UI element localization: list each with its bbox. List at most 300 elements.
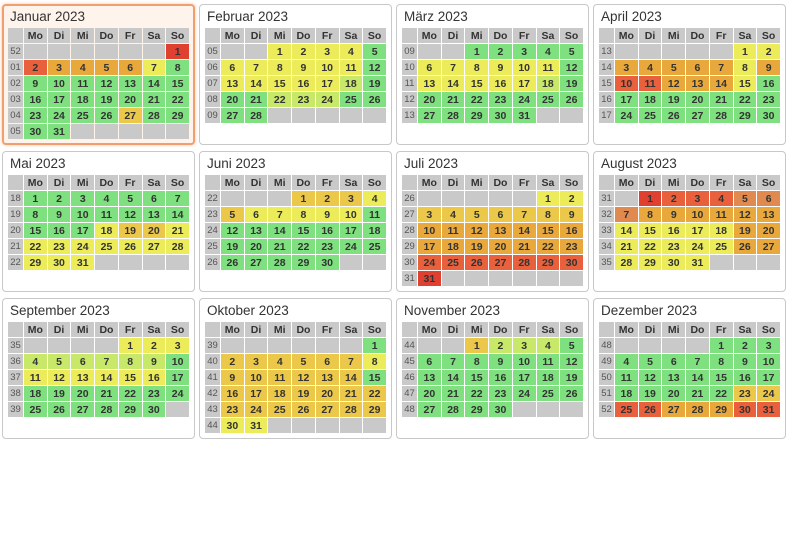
day-cell[interactable]: 25: [615, 402, 638, 417]
day-cell[interactable]: 23: [316, 239, 339, 254]
day-cell[interactable]: 6: [119, 60, 142, 75]
day-cell[interactable]: 26: [560, 386, 583, 401]
day-cell[interactable]: 27: [686, 108, 709, 123]
day-cell[interactable]: 4: [340, 44, 363, 59]
day-cell[interactable]: 19: [560, 76, 583, 91]
day-cell[interactable]: 6: [489, 207, 512, 222]
day-cell[interactable]: 26: [95, 108, 118, 123]
day-cell[interactable]: 27: [489, 255, 512, 270]
day-cell[interactable]: 29: [292, 255, 315, 270]
day-cell[interactable]: 13: [119, 76, 142, 91]
day-cell[interactable]: 22: [166, 92, 189, 107]
day-cell[interactable]: 21: [166, 223, 189, 238]
day-cell[interactable]: 14: [442, 370, 465, 385]
day-cell[interactable]: 5: [560, 44, 583, 59]
day-cell[interactable]: 5: [465, 207, 488, 222]
day-cell[interactable]: 1: [166, 44, 189, 59]
day-cell[interactable]: 23: [292, 92, 315, 107]
day-cell[interactable]: 3: [513, 338, 536, 353]
month-card[interactable]: [593, 151, 786, 292]
day-cell[interactable]: 18: [340, 76, 363, 91]
day-cell[interactable]: 10: [316, 60, 339, 75]
day-cell[interactable]: 8: [292, 207, 315, 222]
month-card[interactable]: [593, 298, 786, 439]
day-cell[interactable]: 19: [734, 223, 757, 238]
day-cell[interactable]: 25: [363, 239, 386, 254]
day-cell[interactable]: 4: [442, 207, 465, 222]
day-cell[interactable]: 2: [560, 191, 583, 206]
day-cell[interactable]: 25: [268, 402, 291, 417]
day-cell[interactable]: 26: [465, 255, 488, 270]
day-cell[interactable]: 1: [119, 338, 142, 353]
day-cell[interactable]: 26: [363, 92, 386, 107]
day-cell[interactable]: 29: [166, 108, 189, 123]
day-cell[interactable]: 6: [143, 191, 166, 206]
day-cell[interactable]: 20: [245, 239, 268, 254]
day-cell[interactable]: 18: [639, 92, 662, 107]
day-cell[interactable]: 30: [24, 124, 47, 139]
day-cell[interactable]: 6: [686, 60, 709, 75]
day-cell[interactable]: 26: [662, 108, 685, 123]
day-cell[interactable]: 26: [734, 239, 757, 254]
day-cell[interactable]: 18: [537, 370, 560, 385]
day-cell[interactable]: 22: [465, 386, 488, 401]
day-cell[interactable]: 3: [48, 60, 71, 75]
day-cell[interactable]: 11: [95, 207, 118, 222]
day-cell[interactable]: 4: [615, 354, 638, 369]
day-cell[interactable]: 9: [316, 207, 339, 222]
day-cell[interactable]: 16: [489, 370, 512, 385]
day-cell[interactable]: 5: [363, 44, 386, 59]
day-cell[interactable]: 29: [465, 108, 488, 123]
day-cell[interactable]: 6: [662, 354, 685, 369]
day-cell[interactable]: 24: [418, 255, 441, 270]
day-cell[interactable]: 2: [757, 44, 780, 59]
month-card[interactable]: [396, 151, 589, 292]
day-cell[interactable]: 7: [615, 207, 638, 222]
day-cell[interactable]: 8: [639, 207, 662, 222]
day-cell[interactable]: 11: [639, 76, 662, 91]
day-cell[interactable]: 13: [316, 370, 339, 385]
day-cell[interactable]: 29: [639, 255, 662, 270]
day-cell[interactable]: 27: [119, 108, 142, 123]
day-cell[interactable]: 1: [465, 44, 488, 59]
day-cell[interactable]: 18: [363, 223, 386, 238]
day-cell[interactable]: 2: [48, 191, 71, 206]
day-cell[interactable]: 12: [95, 76, 118, 91]
month-card[interactable]: [593, 4, 786, 145]
day-cell[interactable]: 21: [143, 92, 166, 107]
day-cell[interactable]: 25: [24, 402, 47, 417]
day-cell[interactable]: 15: [119, 370, 142, 385]
day-cell[interactable]: 21: [95, 386, 118, 401]
day-cell[interactable]: 13: [221, 76, 244, 91]
day-cell[interactable]: 6: [316, 354, 339, 369]
day-cell[interactable]: 8: [465, 354, 488, 369]
day-cell[interactable]: 16: [662, 223, 685, 238]
day-cell[interactable]: 14: [442, 76, 465, 91]
day-cell[interactable]: 15: [363, 370, 386, 385]
day-cell[interactable]: 8: [363, 354, 386, 369]
day-cell[interactable]: 20: [119, 92, 142, 107]
day-cell[interactable]: 12: [48, 370, 71, 385]
day-cell[interactable]: 13: [757, 207, 780, 222]
day-cell[interactable]: 30: [221, 418, 244, 433]
day-cell[interactable]: 26: [221, 255, 244, 270]
day-cell[interactable]: 10: [71, 207, 94, 222]
day-cell[interactable]: 25: [340, 92, 363, 107]
month-card[interactable]: [199, 151, 392, 292]
day-cell[interactable]: 5: [560, 338, 583, 353]
day-cell[interactable]: 21: [245, 92, 268, 107]
day-cell[interactable]: 24: [513, 92, 536, 107]
day-cell[interactable]: 18: [24, 386, 47, 401]
day-cell[interactable]: 15: [537, 223, 560, 238]
day-cell[interactable]: 17: [513, 76, 536, 91]
day-cell[interactable]: 13: [686, 76, 709, 91]
day-cell[interactable]: 27: [757, 239, 780, 254]
day-cell[interactable]: 24: [245, 402, 268, 417]
day-cell[interactable]: 5: [48, 354, 71, 369]
day-cell[interactable]: 17: [686, 223, 709, 238]
day-cell[interactable]: 19: [119, 223, 142, 238]
day-cell[interactable]: 3: [513, 44, 536, 59]
day-cell[interactable]: 12: [560, 60, 583, 75]
day-cell[interactable]: 11: [363, 207, 386, 222]
day-cell[interactable]: 11: [24, 370, 47, 385]
day-cell[interactable]: 31: [245, 418, 268, 433]
day-cell[interactable]: 10: [686, 207, 709, 222]
day-cell[interactable]: 5: [119, 191, 142, 206]
day-cell[interactable]: 11: [710, 207, 733, 222]
day-cell[interactable]: 22: [363, 386, 386, 401]
day-cell[interactable]: 17: [245, 386, 268, 401]
day-cell[interactable]: 1: [292, 191, 315, 206]
day-cell[interactable]: 27: [316, 402, 339, 417]
day-cell[interactable]: 5: [734, 191, 757, 206]
day-cell[interactable]: 7: [442, 60, 465, 75]
day-cell[interactable]: 24: [316, 92, 339, 107]
day-cell[interactable]: 26: [119, 239, 142, 254]
day-cell[interactable]: 1: [268, 44, 291, 59]
day-cell[interactable]: 17: [71, 223, 94, 238]
day-cell[interactable]: 20: [489, 239, 512, 254]
day-cell[interactable]: 27: [418, 402, 441, 417]
day-cell[interactable]: 16: [757, 76, 780, 91]
day-cell[interactable]: 22: [119, 386, 142, 401]
day-cell[interactable]: 19: [465, 239, 488, 254]
day-cell[interactable]: 4: [95, 191, 118, 206]
day-cell[interactable]: 11: [442, 223, 465, 238]
day-cell[interactable]: 22: [734, 92, 757, 107]
day-cell[interactable]: 25: [442, 255, 465, 270]
day-cell[interactable]: 30: [757, 108, 780, 123]
day-cell[interactable]: 15: [24, 223, 47, 238]
month-card[interactable]: [199, 298, 392, 439]
day-cell[interactable]: 28: [268, 255, 291, 270]
day-cell[interactable]: 27: [71, 402, 94, 417]
day-cell[interactable]: 14: [686, 370, 709, 385]
day-cell[interactable]: 7: [143, 60, 166, 75]
day-cell[interactable]: 20: [143, 223, 166, 238]
day-cell[interactable]: 22: [24, 239, 47, 254]
day-cell[interactable]: 18: [268, 386, 291, 401]
day-cell[interactable]: 13: [662, 370, 685, 385]
day-cell[interactable]: 14: [95, 370, 118, 385]
day-cell[interactable]: 15: [465, 76, 488, 91]
day-cell[interactable]: 26: [639, 402, 662, 417]
day-cell[interactable]: 23: [48, 239, 71, 254]
day-cell[interactable]: 3: [615, 60, 638, 75]
day-cell[interactable]: 15: [268, 76, 291, 91]
day-cell[interactable]: 21: [442, 386, 465, 401]
day-cell[interactable]: 18: [71, 92, 94, 107]
day-cell[interactable]: 21: [686, 386, 709, 401]
day-cell[interactable]: 8: [24, 207, 47, 222]
day-cell[interactable]: 30: [662, 255, 685, 270]
day-cell[interactable]: 15: [465, 370, 488, 385]
day-cell[interactable]: 16: [48, 223, 71, 238]
day-cell[interactable]: 2: [292, 44, 315, 59]
day-cell[interactable]: 30: [143, 402, 166, 417]
day-cell[interactable]: 7: [166, 191, 189, 206]
month-card[interactable]: [199, 4, 392, 145]
day-cell[interactable]: 11: [340, 60, 363, 75]
day-cell[interactable]: 6: [245, 207, 268, 222]
day-cell[interactable]: 20: [418, 386, 441, 401]
day-cell[interactable]: 2: [316, 191, 339, 206]
day-cell[interactable]: 28: [245, 108, 268, 123]
day-cell[interactable]: 17: [48, 92, 71, 107]
day-cell[interactable]: 28: [615, 255, 638, 270]
day-cell[interactable]: 22: [710, 386, 733, 401]
day-cell[interactable]: 28: [143, 108, 166, 123]
day-cell[interactable]: 4: [24, 354, 47, 369]
day-cell[interactable]: 27: [245, 255, 268, 270]
day-cell[interactable]: 5: [221, 207, 244, 222]
day-cell[interactable]: 23: [489, 92, 512, 107]
day-cell[interactable]: 21: [615, 239, 638, 254]
day-cell[interactable]: 14: [268, 223, 291, 238]
day-cell[interactable]: 17: [340, 223, 363, 238]
day-cell[interactable]: 1: [639, 191, 662, 206]
day-cell[interactable]: 29: [465, 402, 488, 417]
day-cell[interactable]: 24: [615, 108, 638, 123]
month-card[interactable]: [2, 151, 195, 292]
day-cell[interactable]: 8: [119, 354, 142, 369]
day-cell[interactable]: 13: [143, 207, 166, 222]
day-cell[interactable]: 5: [292, 354, 315, 369]
day-cell[interactable]: 14: [513, 223, 536, 238]
day-cell[interactable]: 18: [95, 223, 118, 238]
day-cell[interactable]: 30: [560, 255, 583, 270]
day-cell[interactable]: 3: [316, 44, 339, 59]
day-cell[interactable]: 27: [418, 108, 441, 123]
day-cell[interactable]: 12: [560, 354, 583, 369]
day-cell[interactable]: 2: [489, 338, 512, 353]
day-cell[interactable]: 14: [615, 223, 638, 238]
day-cell[interactable]: 23: [757, 92, 780, 107]
day-cell[interactable]: 14: [245, 76, 268, 91]
day-cell[interactable]: 27: [221, 108, 244, 123]
day-cell[interactable]: 16: [560, 223, 583, 238]
day-cell[interactable]: 10: [245, 370, 268, 385]
day-cell[interactable]: 9: [734, 354, 757, 369]
day-cell[interactable]: 19: [363, 76, 386, 91]
day-cell[interactable]: 28: [340, 402, 363, 417]
day-cell[interactable]: 16: [143, 370, 166, 385]
day-cell[interactable]: 18: [442, 239, 465, 254]
day-cell[interactable]: 14: [710, 76, 733, 91]
day-cell[interactable]: 3: [686, 191, 709, 206]
day-cell[interactable]: 15: [292, 223, 315, 238]
day-cell[interactable]: 23: [24, 108, 47, 123]
day-cell[interactable]: 17: [757, 370, 780, 385]
day-cell[interactable]: 21: [710, 92, 733, 107]
day-cell[interactable]: 16: [292, 76, 315, 91]
day-cell[interactable]: 26: [560, 92, 583, 107]
day-cell[interactable]: 19: [639, 386, 662, 401]
day-cell[interactable]: 3: [166, 338, 189, 353]
day-cell[interactable]: 5: [95, 60, 118, 75]
day-cell[interactable]: 10: [166, 354, 189, 369]
day-cell[interactable]: 31: [48, 124, 71, 139]
day-cell[interactable]: 28: [442, 402, 465, 417]
day-cell[interactable]: 28: [166, 239, 189, 254]
day-cell[interactable]: 20: [418, 92, 441, 107]
day-cell[interactable]: 2: [662, 191, 685, 206]
day-cell[interactable]: 17: [418, 239, 441, 254]
day-cell[interactable]: 3: [340, 191, 363, 206]
day-cell[interactable]: 6: [418, 60, 441, 75]
month-card[interactable]: [2, 4, 195, 145]
day-cell[interactable]: 15: [639, 223, 662, 238]
day-cell[interactable]: 3: [418, 207, 441, 222]
day-cell[interactable]: 18: [710, 223, 733, 238]
day-cell[interactable]: 20: [757, 223, 780, 238]
day-cell[interactable]: 24: [686, 239, 709, 254]
day-cell[interactable]: 16: [316, 223, 339, 238]
day-cell[interactable]: 7: [95, 354, 118, 369]
day-cell[interactable]: 29: [537, 255, 560, 270]
day-cell[interactable]: 9: [757, 60, 780, 75]
day-cell[interactable]: 21: [268, 239, 291, 254]
month-card[interactable]: [2, 298, 195, 439]
day-cell[interactable]: 14: [166, 207, 189, 222]
day-cell[interactable]: 28: [95, 402, 118, 417]
day-cell[interactable]: 12: [662, 76, 685, 91]
day-cell[interactable]: 11: [615, 370, 638, 385]
day-cell[interactable]: 4: [710, 191, 733, 206]
month-card[interactable]: [396, 4, 589, 145]
day-cell[interactable]: 25: [537, 386, 560, 401]
day-cell[interactable]: 30: [489, 402, 512, 417]
day-cell[interactable]: 12: [292, 370, 315, 385]
day-cell[interactable]: 10: [513, 60, 536, 75]
day-cell[interactable]: 24: [340, 239, 363, 254]
day-cell[interactable]: 22: [537, 239, 560, 254]
day-cell[interactable]: 8: [537, 207, 560, 222]
day-cell[interactable]: 9: [489, 354, 512, 369]
day-cell[interactable]: 4: [537, 44, 560, 59]
day-cell[interactable]: 21: [513, 239, 536, 254]
day-cell[interactable]: 9: [292, 60, 315, 75]
day-cell[interactable]: 4: [268, 354, 291, 369]
day-cell[interactable]: 16: [24, 92, 47, 107]
day-cell[interactable]: 11: [71, 76, 94, 91]
day-cell[interactable]: 29: [24, 255, 47, 270]
day-cell[interactable]: 10: [48, 76, 71, 91]
day-cell[interactable]: 1: [710, 338, 733, 353]
day-cell[interactable]: 9: [221, 370, 244, 385]
day-cell[interactable]: 15: [710, 370, 733, 385]
day-cell[interactable]: 13: [245, 223, 268, 238]
day-cell[interactable]: 12: [465, 223, 488, 238]
day-cell[interactable]: 9: [489, 60, 512, 75]
day-cell[interactable]: 28: [442, 108, 465, 123]
day-cell[interactable]: 19: [292, 386, 315, 401]
day-cell[interactable]: 18: [615, 386, 638, 401]
day-cell[interactable]: 19: [221, 239, 244, 254]
day-cell[interactable]: 20: [686, 92, 709, 107]
day-cell[interactable]: 23: [489, 386, 512, 401]
day-cell[interactable]: 12: [119, 207, 142, 222]
day-cell[interactable]: 21: [340, 386, 363, 401]
day-cell[interactable]: 17: [513, 370, 536, 385]
day-cell[interactable]: 17: [316, 76, 339, 91]
day-cell[interactable]: 8: [268, 60, 291, 75]
day-cell[interactable]: 10: [340, 207, 363, 222]
day-cell[interactable]: 22: [639, 239, 662, 254]
day-cell[interactable]: 25: [710, 239, 733, 254]
day-cell[interactable]: 29: [119, 402, 142, 417]
day-cell[interactable]: 15: [166, 76, 189, 91]
day-cell[interactable]: 22: [268, 92, 291, 107]
day-cell[interactable]: 16: [489, 76, 512, 91]
day-cell[interactable]: 14: [143, 76, 166, 91]
day-cell[interactable]: 10: [615, 76, 638, 91]
day-cell[interactable]: 1: [24, 191, 47, 206]
day-cell[interactable]: 29: [363, 402, 386, 417]
day-cell[interactable]: 3: [245, 354, 268, 369]
day-cell[interactable]: 1: [537, 191, 560, 206]
day-cell[interactable]: 23: [662, 239, 685, 254]
day-cell[interactable]: 23: [221, 402, 244, 417]
day-cell[interactable]: 28: [513, 255, 536, 270]
day-cell[interactable]: 4: [71, 60, 94, 75]
day-cell[interactable]: 29: [734, 108, 757, 123]
day-cell[interactable]: 31: [513, 108, 536, 123]
day-cell[interactable]: 2: [221, 354, 244, 369]
day-cell[interactable]: 20: [316, 386, 339, 401]
day-cell[interactable]: 7: [442, 354, 465, 369]
day-cell[interactable]: 26: [48, 402, 71, 417]
day-cell[interactable]: 31: [686, 255, 709, 270]
day-cell[interactable]: 8: [166, 60, 189, 75]
day-cell[interactable]: 2: [24, 60, 47, 75]
day-cell[interactable]: 12: [221, 223, 244, 238]
day-cell[interactable]: 13: [418, 76, 441, 91]
day-cell[interactable]: 13: [418, 370, 441, 385]
day-cell[interactable]: 25: [71, 108, 94, 123]
day-cell[interactable]: 19: [662, 92, 685, 107]
day-cell[interactable]: 11: [537, 354, 560, 369]
day-cell[interactable]: 18: [537, 76, 560, 91]
day-cell[interactable]: 23: [734, 386, 757, 401]
day-cell[interactable]: 30: [316, 255, 339, 270]
day-cell[interactable]: 25: [95, 239, 118, 254]
day-cell[interactable]: 7: [710, 60, 733, 75]
